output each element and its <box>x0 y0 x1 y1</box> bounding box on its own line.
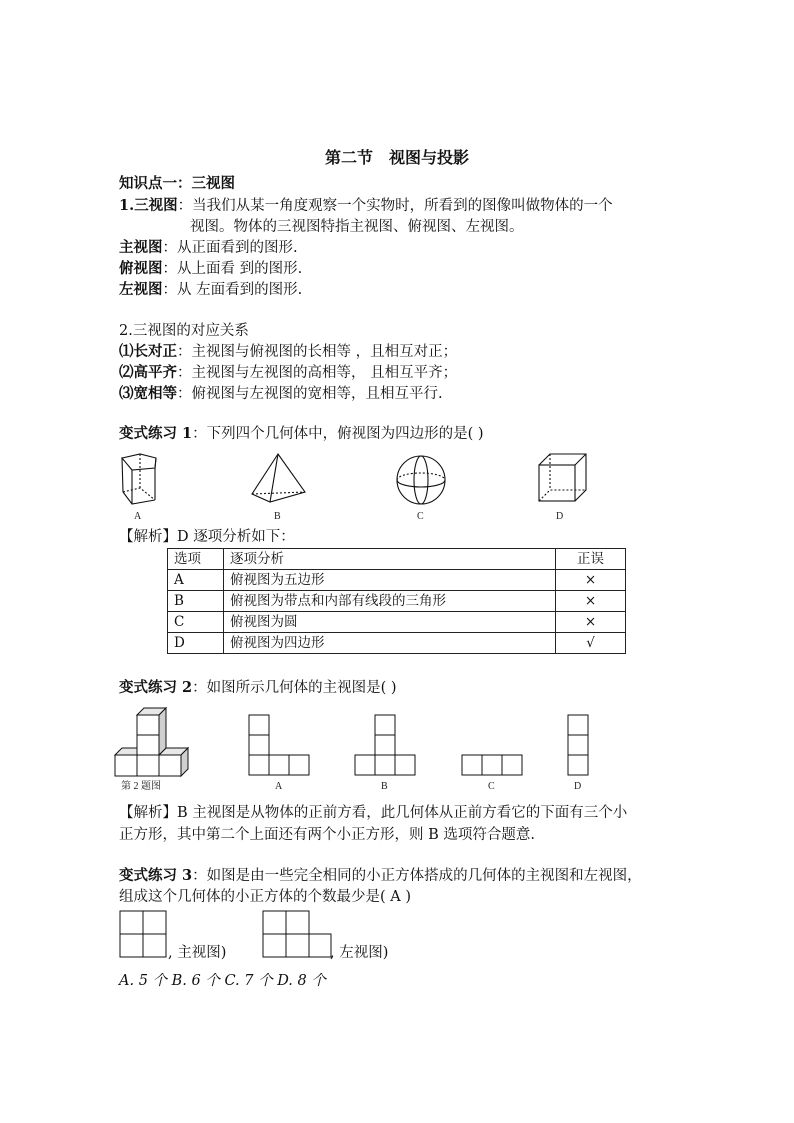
table-row <box>168 612 626 633</box>
relation-3 <box>119 384 443 404</box>
table-cell-analysis: 俯视图为带点和内部有线段的三角形 <box>224 591 556 612</box>
relation-3-text: ：俯视图与左视图的宽相等，且相互平行. <box>177 386 443 402</box>
ex2-analysis-line1: 【解析】B 主视图是从物体的正前方看，此几何体从正前方看它的下面有三个小 <box>119 805 628 821</box>
ex1-figures <box>110 450 610 525</box>
table-cell-analysis: 俯视图为五边形 <box>224 570 556 591</box>
ex1-label: 变式练习 1 <box>119 425 193 442</box>
front-view-text: ：从正面看到的图形. <box>162 240 298 256</box>
left-view-def <box>119 280 302 300</box>
left-view-text: ：从 左面看到的图形. <box>162 282 303 298</box>
ex1-question <box>119 424 484 444</box>
relation-1-label: ⑴长对正 <box>119 343 177 360</box>
ex1-fig-label-a: A <box>134 511 142 522</box>
ex2-fig-label-a: A <box>275 781 283 792</box>
page-title: 第二节 视图与投影 <box>324 148 469 167</box>
table-row <box>168 633 626 654</box>
option-a-view <box>249 715 309 775</box>
table-cell-analysis: 俯视图为圆 <box>224 612 556 633</box>
tetrahedron-figure <box>252 454 305 502</box>
def-text1: ：当我们从某一角度观察一个实物时，所看到的图像叫做物体的一个 <box>177 198 613 214</box>
table-cell-option: C <box>168 612 224 633</box>
ex3-front-caption: , 主视图) <box>168 945 227 961</box>
table-cell-option: D <box>168 633 224 654</box>
table-cell-option: A <box>168 570 224 591</box>
cube-figure <box>539 454 586 501</box>
table-cell-result: √ <box>556 633 626 654</box>
table-cell-analysis: 俯视图为四边形 <box>224 633 556 654</box>
kp2-heading: 2.三视图的对应关系 <box>119 323 249 339</box>
top-view-label: 俯视图 <box>119 260 163 277</box>
pentagonal-prism-figure <box>122 454 156 504</box>
ex2-question <box>119 678 397 698</box>
ex2-fig-label-c: C <box>488 781 495 792</box>
ex2-question-text: ：如图所示几何体的主视图是( ) <box>192 680 397 696</box>
ex1-fig-label-b: B <box>274 511 281 522</box>
relation-1-text: ：主视图与俯视图的长相等 ，且相互对正； <box>177 344 458 360</box>
option-b-view <box>355 715 415 775</box>
kp1-heading: 知识点一：三视图 <box>119 175 235 192</box>
ex3-question-line1 <box>119 866 642 886</box>
relation-2-label: ⑵高平齐 <box>119 364 177 381</box>
ex2-fig-label-b: B <box>381 781 388 792</box>
ex3-question-text1: ：如图是由一些完全相同的小正方体搭成的几何体的主视图和左视图， <box>192 868 642 884</box>
table-cell-result: × <box>556 591 626 612</box>
sphere-figure <box>397 456 445 504</box>
front-view-label: 主视图 <box>119 239 163 256</box>
table-row <box>168 591 626 612</box>
table-cell-option: B <box>168 591 224 612</box>
relation-2-text: ：主视图与左视图的高相等， 且相互平齐； <box>177 365 458 381</box>
ex1-fig-label-d: D <box>556 511 564 522</box>
table-row <box>168 570 626 591</box>
option-d-view <box>568 715 588 775</box>
ex2-fig-label-d: D <box>574 781 582 792</box>
ex2-figures <box>115 703 595 795</box>
top-view-def <box>119 259 302 279</box>
analysis-table <box>167 548 626 654</box>
block-solid-figure <box>115 708 188 776</box>
relation-1 <box>119 342 457 362</box>
table-header-row <box>168 549 626 570</box>
relation-2 <box>119 363 457 383</box>
option-c-view <box>462 755 522 775</box>
ex3-left-caption: , 左视图) <box>330 945 389 961</box>
ex2-fig-caption: 第 2 题图 <box>121 781 161 792</box>
ex1-analysis: 【解析】D 逐项分析如下： <box>119 529 295 545</box>
relation-3-label: ⑶宽相等 <box>119 385 177 402</box>
table-header-cell: 选项 <box>168 549 224 570</box>
table-cell-result: × <box>556 570 626 591</box>
kp1-definition-line1 <box>119 196 613 216</box>
ex3-label: 变式练习 3 <box>119 867 193 884</box>
ex1-question-text: ：下列四个几何体中，俯视图为四边形的是( ) <box>192 426 484 442</box>
front-view-def <box>119 238 298 258</box>
ex2-analysis-line2: 正方形，其中第二个上面还有两个小正方形，则 B 选项符合题意. <box>119 827 535 843</box>
top-view-text: ：从上面看 到的图形. <box>162 261 303 277</box>
ex3-options: A. 5 个 B. 6 个 C. 7 个 D. 8 个 <box>119 973 326 989</box>
table-header-cell: 逐项分析 <box>224 549 556 570</box>
ex1-fig-label-c: C <box>417 511 424 522</box>
ex2-label: 变式练习 2 <box>119 679 193 696</box>
left-view-label: 左视图 <box>119 281 163 298</box>
table-cell-result: × <box>556 612 626 633</box>
kp1-definition-line2: 视图。物体的三视图特指主视图、俯视图、左视图。 <box>190 219 524 235</box>
ex3-question-line2: 组成这个几何体的小正方体的个数最少是( A ) <box>119 889 412 905</box>
table-header-cell: 正误 <box>556 549 626 570</box>
def-label: 1.三视图 <box>119 197 178 214</box>
